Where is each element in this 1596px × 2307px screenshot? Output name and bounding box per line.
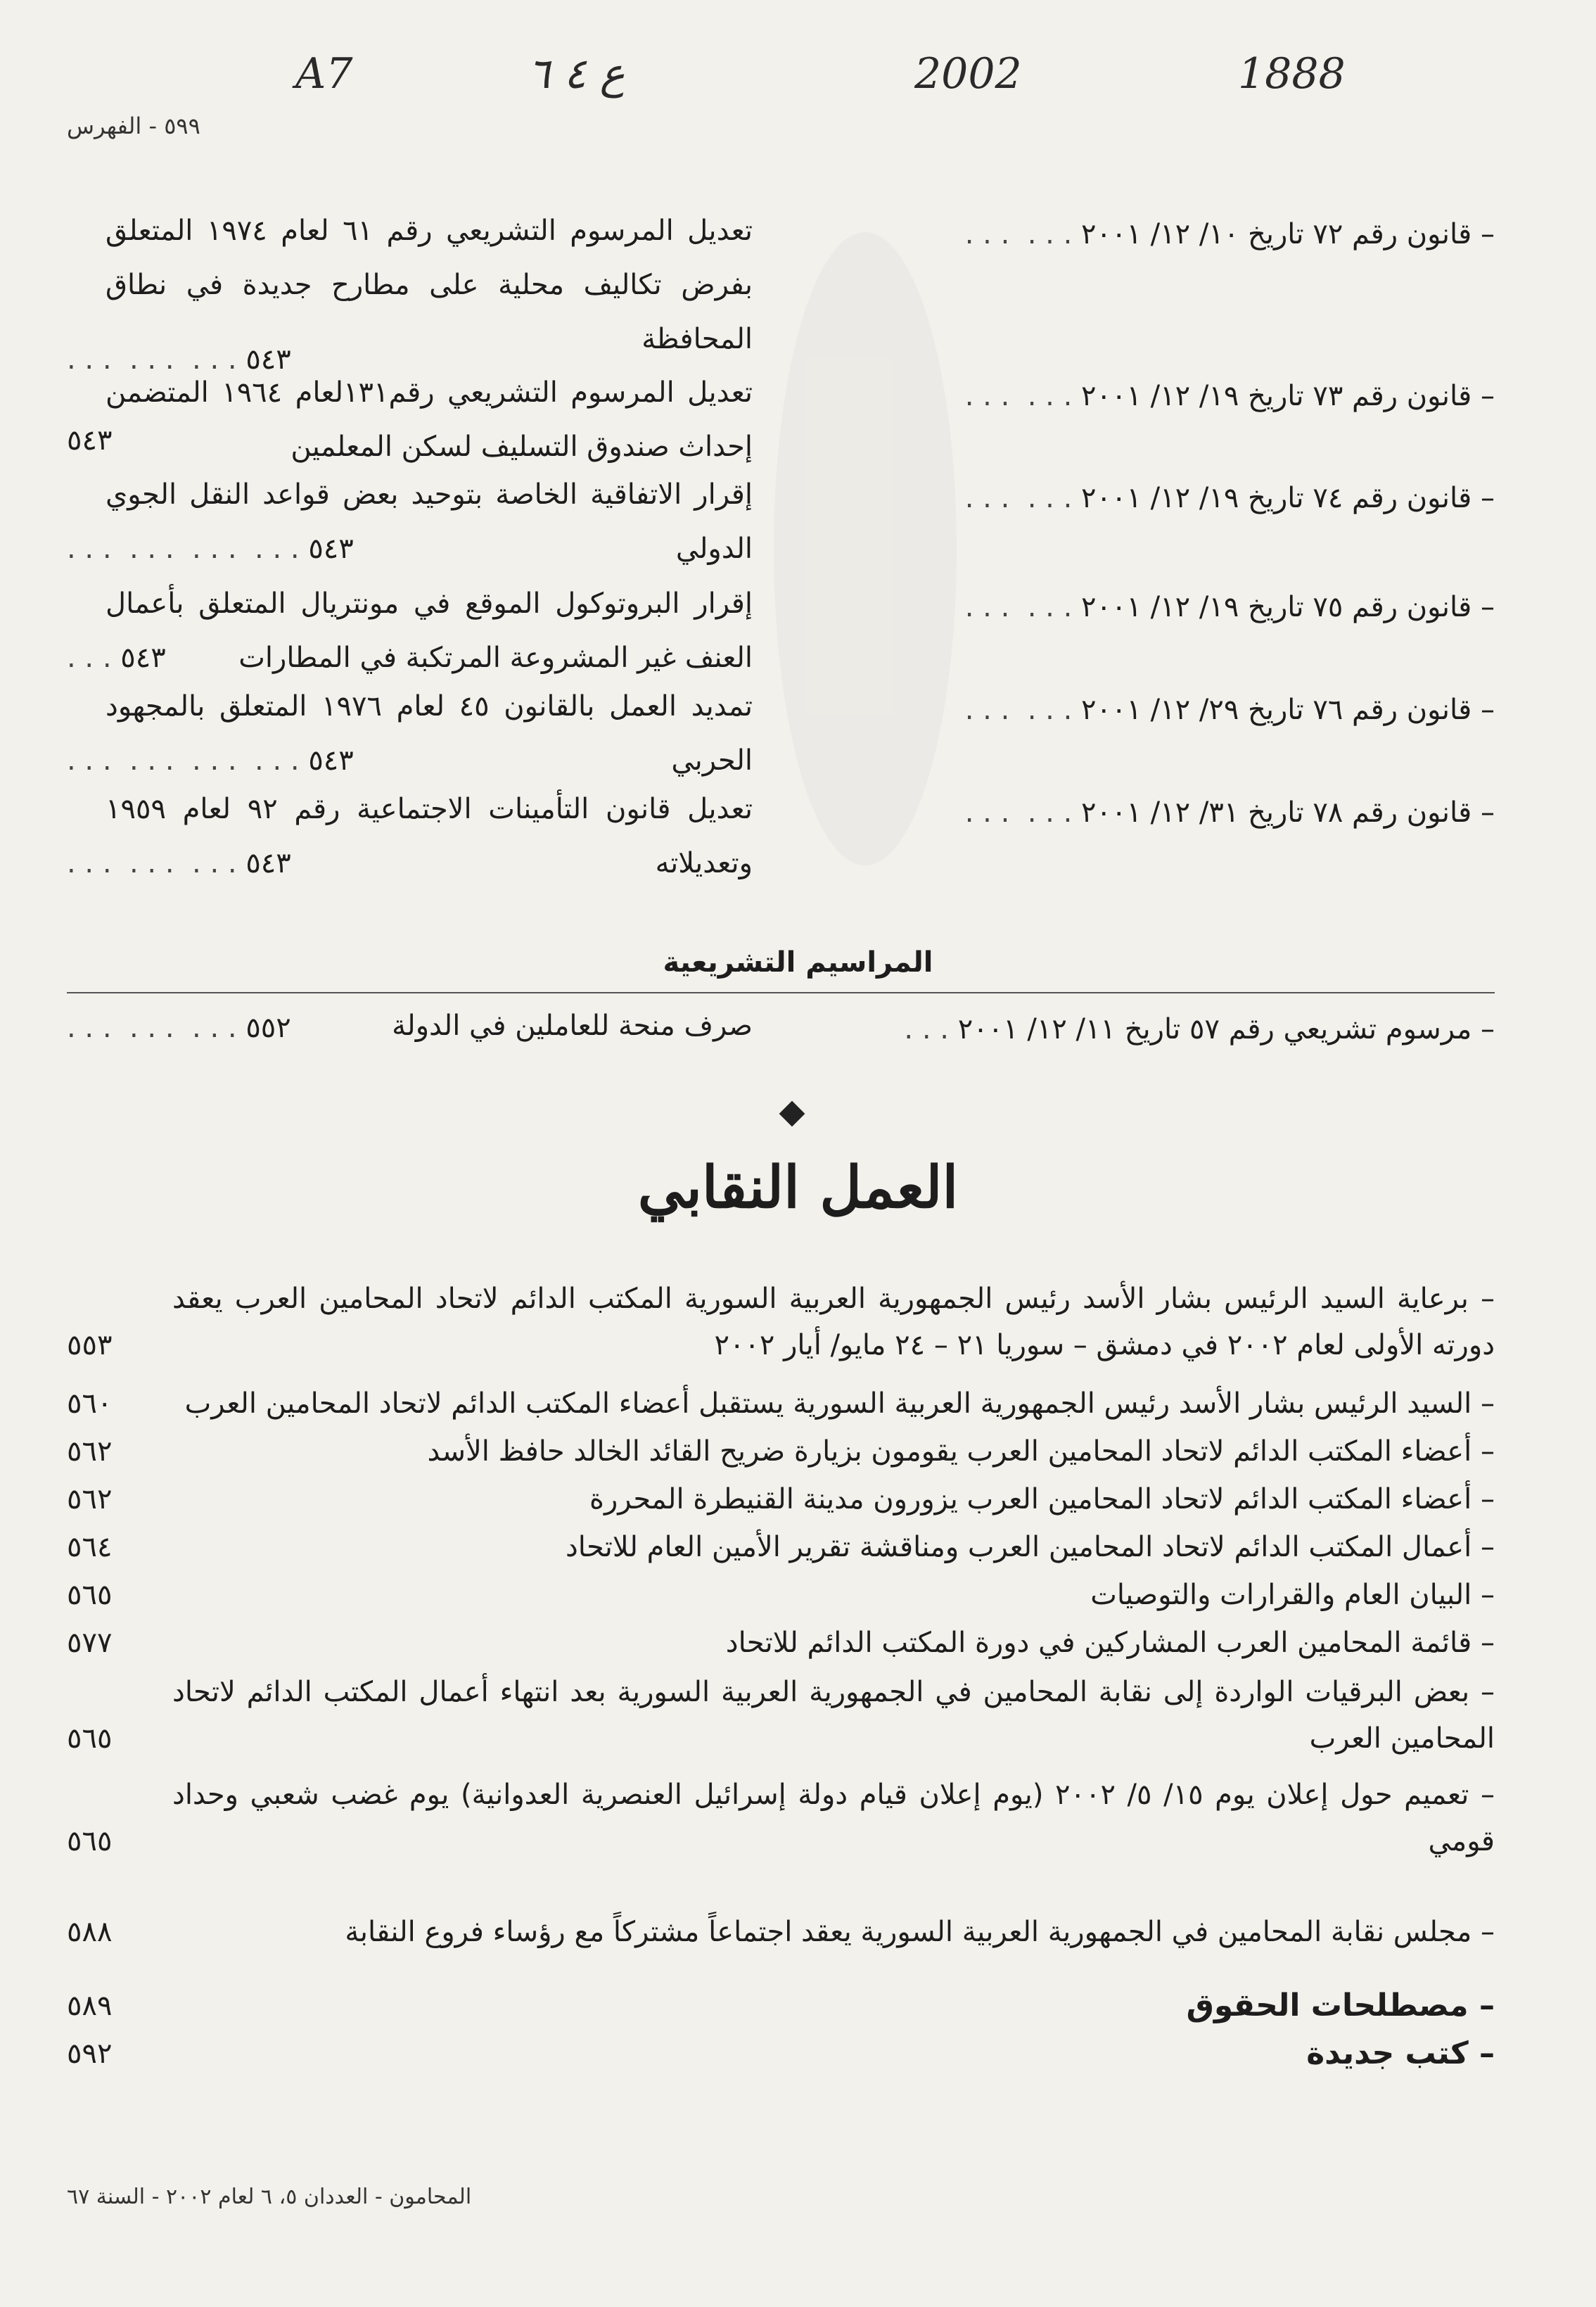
section-divider (67, 992, 1495, 993)
law-page-number: ٥٤٣ . . . . . . . . . (67, 343, 291, 376)
law-page-number: ٥٤٣ . . . (67, 642, 166, 674)
law-number: – قانون رقم ٧٨ تاريخ ٣١/ ١٢/ ٢٠٠١ . . . . . . (964, 796, 1495, 829)
union-section-title: العمل النقابي (637, 1154, 959, 1221)
union-entry-text: – تعميم حول إعلان يوم ١٥/ ٥/ ٢٠٠٢ (يوم إعلان قيام دولة إسرائيل العنصرية العدوانية) يوم غضب شعبي وحداد قومي (172, 1779, 1495, 1857)
law-entry (67, 782, 1495, 891)
union-entry-page: ٥٦٥ (67, 1825, 113, 1857)
handwritten-number-1: 1888 (1238, 49, 1346, 98)
extra-entry (67, 1983, 1495, 2029)
decrees-section-title: المراسيم التشريعية (663, 946, 933, 979)
extra-entry-text: – مصطلحات الحقوق (1186, 1988, 1495, 2023)
decree-page-number: ٥٥٢ . . . . . . . . . (67, 1012, 291, 1044)
union-entry-text: – السيد الرئيس بشار الأسد رئيس الجمهورية العربية السورية يستقبل أعضاء المكتب الدائم لاتحاد المحامين العرب (184, 1387, 1495, 1420)
law-entry (67, 468, 1495, 576)
law-page-number: ٥٤٣ . . . . . . . . . . . . (67, 533, 354, 565)
law-description: إقرار الاتفاقية الخاصة بتوحيد بعض قواعد النقل الجوي الدولي (106, 478, 753, 565)
handwritten-number-4: A7 (295, 49, 353, 98)
law-number: – قانون رقم ٧٤ تاريخ ١٩/ ١٢/ ٢٠٠١ . . . . . . (964, 482, 1495, 514)
law-entry (67, 680, 1495, 788)
extra-entry-page: ٥٨٩ (67, 1990, 113, 2022)
union-entry-page: ٥٦٤ (67, 1531, 113, 1563)
extra-entry-page: ٥٩٢ (67, 2038, 113, 2070)
union-entry (67, 1572, 1495, 1618)
law-number: – قانون رقم ٧٢ تاريخ ١٠/ ١٢/ ٢٠٠١ . . . . . . (964, 218, 1495, 250)
law-number: – قانون رقم ٧٣ تاريخ ١٩/ ١٢/ ٢٠٠١ . . . . . . (964, 380, 1495, 412)
law-number: – قانون رقم ٧٥ تاريخ ١٩/ ١٢/ ٢٠٠١ . . . . . . (964, 591, 1495, 623)
law-description: تعديل المرسوم التشريعي رقم١٣١لعام ١٩٦٤ المتضمن إحداث صندوق التسليف لسكن المعلمين (106, 376, 753, 463)
decree-entry (67, 999, 1495, 1055)
union-entry-page: ٥٦٥ (67, 1722, 113, 1755)
union-entry-text: – أعضاء المكتب الدائم لاتحاد المحامين العرب يزورون مدينة القنيطرة المحررة (589, 1483, 1495, 1515)
law-description: تعديل المرسوم التشريعي رقم ٦١ لعام ١٩٧٤ المتعلق بفرض تكاليف محلية على مطارح جديدة في نطاق المحافظة (106, 215, 753, 355)
union-entry-text: – بعض البرقيات الواردة إلى نقابة المحامين في الجمهورية العربية السورية بعد انتهاء أعمال المكتب الدائم لاتحاد المحامين العرب (172, 1676, 1495, 1755)
union-entry-text: – مجلس نقابة المحامين في الجمهورية العربية السورية يعقد اجتماعاً مشتركاً مع رؤساء فروع النقابة (345, 1916, 1495, 1948)
union-entry-page: ٥٦٢ (67, 1483, 113, 1515)
union-entry-text: – البيان العام والقرارات والتوصيات (1090, 1579, 1495, 1611)
law-entry (67, 204, 1495, 387)
union-entry (67, 1620, 1495, 1666)
union-entry-page: ٥٦٠ (67, 1387, 113, 1420)
union-entry (67, 1669, 1495, 1762)
handwritten-number-3: ع ٤ ٦ (528, 49, 625, 98)
union-entry-text: – أعمال المكتب الدائم لاتحاد المحامين العرب ومناقشة تقرير الأمين العام للاتحاد (565, 1531, 1495, 1563)
law-page-number: ٥٤٣ (67, 424, 113, 457)
extra-entry-text: – كتب جديدة (1306, 2035, 1495, 2071)
union-entry-text: – أعضاء المكتب الدائم لاتحاد المحامين العرب يقومون بزيارة ضريح القائد الخالد حافظ الأسد (427, 1435, 1495, 1468)
law-number: – قانون رقم ٧٦ تاريخ ٢٩/ ١٢/ ٢٠٠١ . . . . . . (964, 694, 1495, 726)
union-entry (67, 1476, 1495, 1523)
decree-number: – مرسوم تشريعي رقم ٥٧ تاريخ ١١/ ١٢/ ٢٠٠١ . . . (904, 1013, 1495, 1046)
union-entry (67, 1772, 1495, 1864)
union-entry-page: ٥٨٨ (67, 1916, 113, 1948)
law-description: تمديد العمل بالقانون ٤٥ لعام ١٩٧٦ المتعلق بالمجهود الحربي (106, 690, 753, 777)
diamond-ornament-icon (779, 1101, 805, 1127)
union-entry-text: – برعاية السيد الرئيس بشار الأسد رئيس الجمهورية العربية السورية المكتب الدائم لاتحاد المحامين العرب يعقد دورته الأولى لعام ٢٠٠٢ في دمشق – سوريا ٢١ – ٢٤ مايو/ أيار ٢٠٠٢ (172, 1283, 1495, 1361)
union-entry-page: ٥٧٧ (67, 1627, 113, 1659)
law-description: تعديل قانون التأمينات الاجتماعية رقم ٩٢ لعام ١٩٥٩ وتعديلاته (106, 793, 753, 879)
union-entry-page: ٥٦٢ (67, 1435, 113, 1468)
decree-description: صرف منحة للعاملين في الدولة (392, 1010, 753, 1042)
page-footer: المحامون - العددان ٥، ٦ لعام ٢٠٠٢ - السنة ٦٧ (67, 2185, 472, 2209)
union-entry-text: – قائمة المحامين العرب المشاركين في دورة المكتب الدائم للاتحاد (725, 1627, 1495, 1659)
extra-entry (67, 2030, 1495, 2077)
law-entry (67, 366, 1495, 468)
law-page-number: ٥٤٣ . . . . . . . . . (67, 847, 291, 879)
union-entry-page: ٥٦٥ (67, 1579, 113, 1611)
union-entry (67, 1428, 1495, 1475)
union-entry (67, 1380, 1495, 1427)
union-entry (67, 1276, 1495, 1368)
law-page-number: ٥٤٣ . . . . . . . . . . . . (67, 744, 354, 777)
union-entry-page: ٥٥٣ (67, 1329, 113, 1361)
handwritten-number-2: 2002 (914, 49, 1022, 98)
law-description: إقرار البروتوكول الموقع في مونتريال المتعلق بأعمال العنف غير المشروعة المرتكبة في المطارات (106, 587, 753, 674)
running-header: ٥٩٩ - الفهرس (67, 113, 200, 139)
law-entry (67, 577, 1495, 685)
union-entry (67, 1524, 1495, 1570)
union-entry (67, 1909, 1495, 1955)
